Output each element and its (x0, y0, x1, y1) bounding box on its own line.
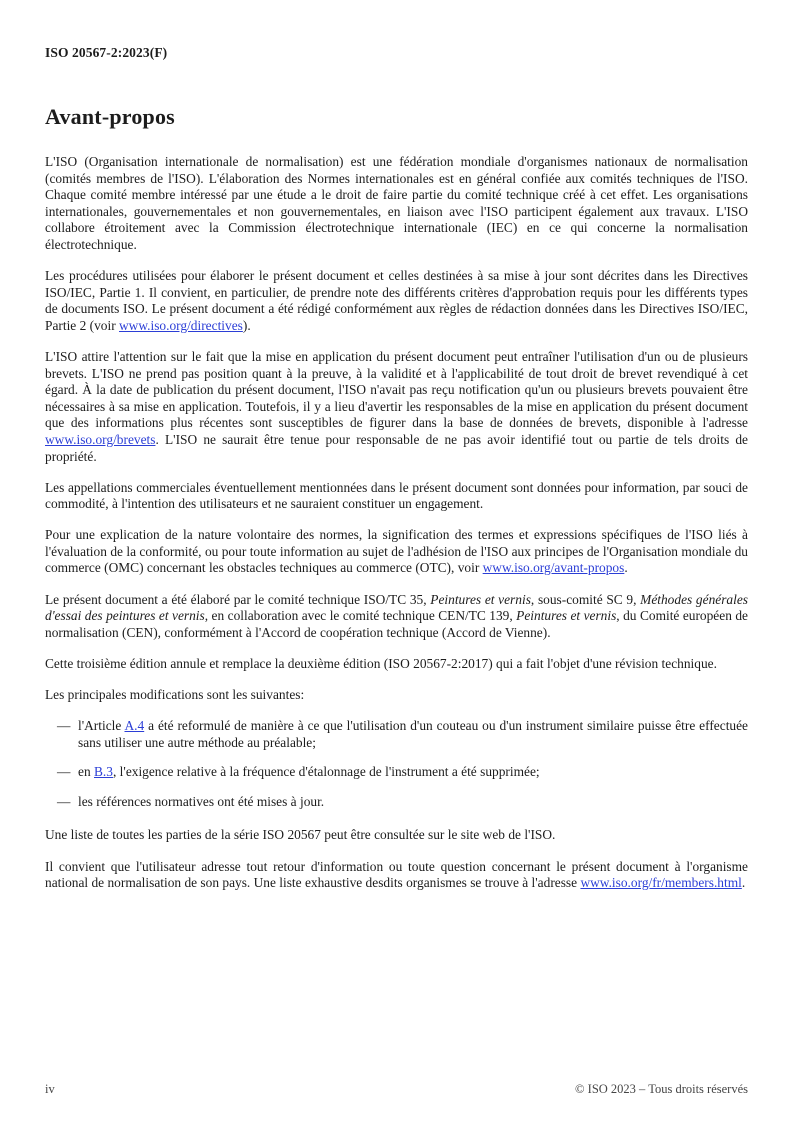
link-iso-brevets[interactable]: www.iso.org/brevets (45, 431, 156, 447)
paragraph-procedures-text-after: ). (242, 317, 251, 333)
link-annex-b3[interactable]: B.3 (94, 764, 113, 780)
paragraph-edition-notice: Cette troisième édition annule et remplace la deuxième édition (ISO 20567-2:2017) qui a fait l'objet d'une révision technique. (45, 655, 717, 671)
modification-3-text: les références normatives ont été mises à jour. (78, 793, 325, 809)
paragraph-patents (45, 349, 748, 465)
committee-text-3: , en collaboration avec le comité technique CEN/TC 139, (204, 608, 517, 624)
paragraph-feedback-text-after: . (741, 875, 746, 891)
link-annex-a4[interactable]: A.4 (124, 718, 145, 734)
paragraph-committee (45, 592, 748, 642)
committee-title-sc9: Méthodes générales d'essai des peintures et vernis (45, 591, 748, 624)
em-dash-marker-icon: — (57, 718, 71, 734)
paragraph-patents-text-after: . L'ISO ne saurait être tenue pour responsable de ne pas avoir identifié tout ou partie de tels droits de propriété. (45, 431, 748, 464)
paragraph-patents-text-before: L'ISO attire l'attention sur le fait que la mise en application du présent document peut entraîner l'utilisation d'un ou de plusieurs brevets. L'ISO ne prend pas position quant à la preuve, à la validité et à l'applicabilité de tout droit de brevet revendiqué à cet égard. À la date de publication du présent document, l'ISO n'avait pas reçu notification qu'un ou plusieurs brevets pouvaient être nécessaires à sa mise en application. Toutefois, il y a lieu d'avertir les responsables de la mise en application du présent document que des informations plus récentes sont susceptibles de figurer dans la base de données de brevets, disponible à l'adresse (45, 348, 748, 431)
modification-2-text-after: , l'exigence relative à la fréquence d'étalonnage de l'instrument a été supprimée; (112, 764, 540, 780)
committee-text-4: , du Comité européen de normalisation (CEN), conformément à l'Accord de coopération technique (Accord de Vienne). (45, 608, 748, 640)
copyright-notice: © ISO 2023 – Tous droits réservés (575, 1082, 748, 1096)
list-item (45, 718, 748, 751)
paragraph-series-list: Une liste de toutes les parties de la série ISO 20567 peut être consultée sur le site web de l'ISO. (45, 827, 556, 843)
page-title: Avant-propos (45, 104, 175, 129)
paragraph-wto-text-after: . (624, 560, 628, 576)
link-iso-directives[interactable]: www.iso.org/directives (119, 317, 243, 333)
paragraph-procedures (45, 268, 748, 334)
modification-2-text-before: en (78, 764, 94, 780)
paragraph-feedback-text-before: Il convient que l'utilisateur adresse tout retour d'information ou toute question concernant le présent document à l'organisme national de normalisation de son pays. Une liste exhaustive desdits organismes se trouve à l'adresse (45, 858, 748, 891)
page-number: iv (45, 1082, 55, 1096)
committee-text-2: , sous-comité SC 9, (530, 591, 641, 607)
list-item (45, 794, 748, 811)
committee-text-1: Le présent document a été élaboré par le comité technique ISO/TC 35, (45, 591, 431, 607)
link-iso-members[interactable]: www.iso.org/fr/members.html (580, 875, 742, 891)
paragraph-trade-names: Les appellations commerciales éventuellement mentionnées dans le présent document sont données pour information, par souci de commodité, à l'intention des utilisateurs et ne sauraient constituer un engagement. (45, 479, 748, 512)
paragraph-wto-tbt (45, 527, 748, 577)
paragraph-wto-text-before: Pour une explication de la nature volontaire des normes, la signification des termes et expressions spécifiques de l'ISO liés à l'évaluation de la conformité, ou pour toute information au sujet de l'adhésion de l'ISO aux principes de l'Organisation mondiale du commerce (OMC) concernant les obstacles techniques au commerce (OTC), voir (45, 527, 748, 576)
paragraph-modifications-intro: Les principales modifications sont les suivantes: (45, 686, 305, 702)
committee-title-tc35: Peintures et vernis (430, 591, 531, 607)
paragraph-procedures-text-before: Les procédures utilisées pour élaborer le présent document et celles destinées à sa mise à jour sont décrites dans les Directives ISO/IEC, Partie 1. Il convient, en particulier, de prendre note des différents critères d'approbation requis pour les différents types de documents ISO. Le présent document a été rédigé conformément aux règles de rédaction données dans les Directives ISO/IEC, Partie 2 (voir (45, 268, 748, 333)
page-footer (45, 1082, 748, 1100)
em-dash-marker-icon: — (57, 793, 71, 809)
paragraph-iso-description: L'ISO (Organisation internationale de normalisation) est une fédération mondiale d'organismes nationaux de normalisation (comités membres de l'ISO). L'élaboration des Normes internationales est en général confiée aux comités techniques de l'ISO. Chaque comité membre intéressé par une étude a le droit de faire partie du comité technique créé à cet effet. Les organisations internationales, gouvernementales et non gouvernementales, en liaison avec l'ISO participent également aux travaux. L'ISO collabore étroitement avec la Commission électrotechnique internationale (IEC) en ce qui concerne la normalisation électrotechnique. (45, 154, 748, 252)
document-content (45, 104, 748, 906)
document-header-reference: ISO 20567-2:2023(F) (45, 45, 168, 60)
modification-1-text-before: l'Article (78, 718, 125, 734)
link-iso-avant-propos[interactable]: www.iso.org/avant-propos (482, 560, 625, 576)
em-dash-marker-icon: — (57, 764, 71, 780)
modification-1-text-after: a été reformulé de manière à ce que l'utilisation d'un couteau ou d'un instrument similaire puisse être effectuée sans utiliser une autre méthode au préalable; (78, 718, 748, 750)
modifications-list (45, 718, 748, 810)
committee-title-cen-tc139: Peintures et vernis (516, 608, 617, 624)
paragraph-feedback (45, 859, 748, 892)
list-item (45, 764, 748, 781)
